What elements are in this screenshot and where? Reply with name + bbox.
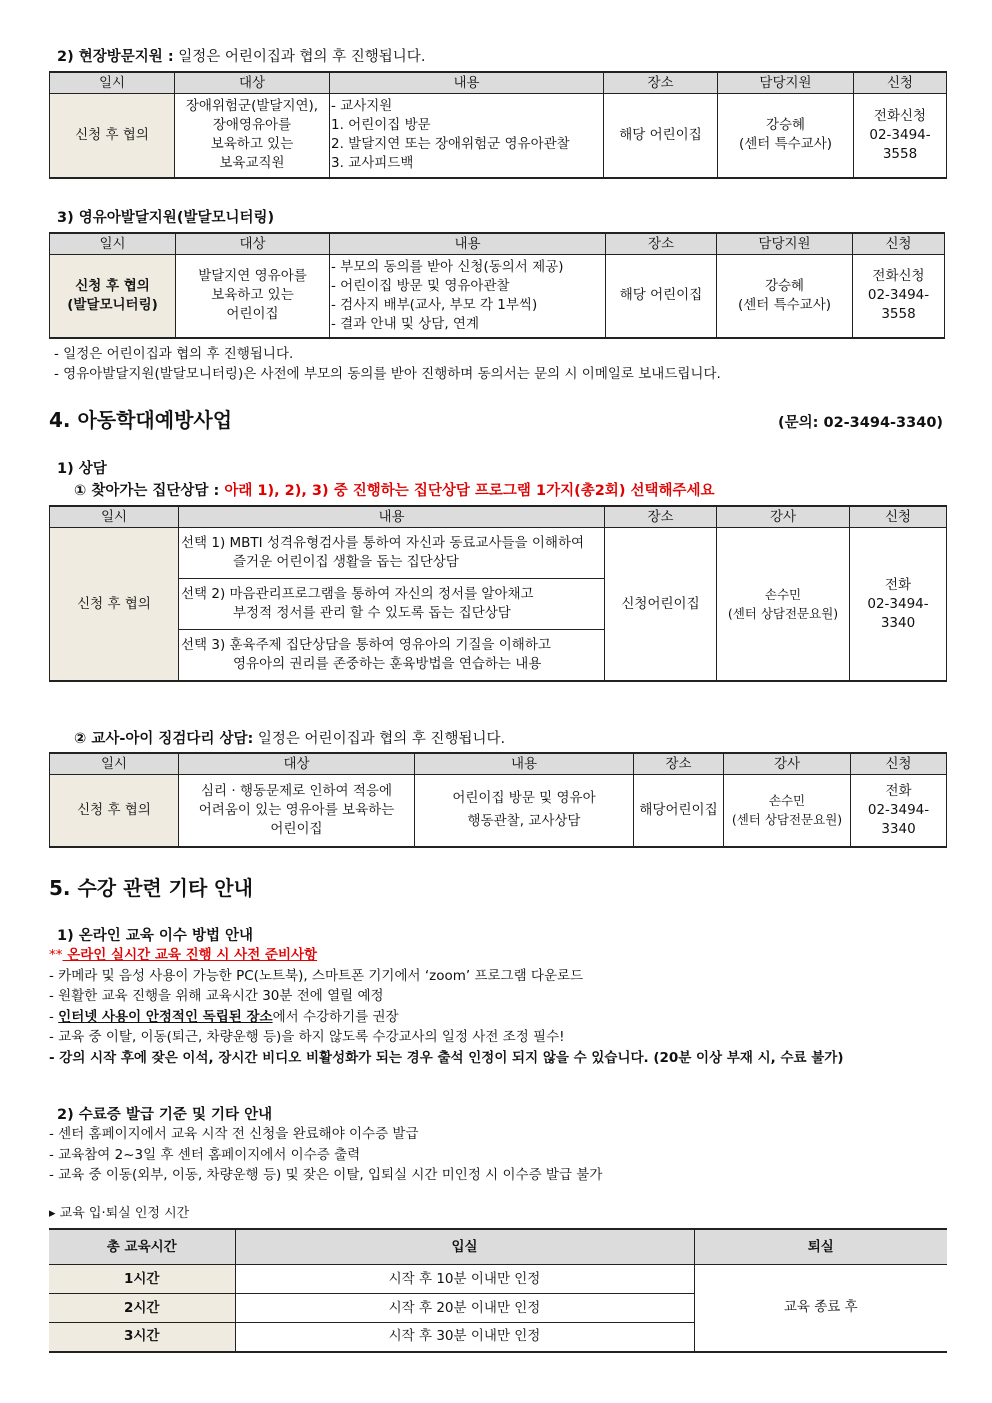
col-header: 장소: [606, 233, 717, 255]
when-cell: 신청 후 협의: [50, 94, 175, 178]
list-item: - 센터 홈페이지에서 교육 시작 전 신청을 완료해야 이수증 발급: [49, 1126, 419, 1142]
option-line: 즐거운 어린이집 생활을 돕는 집단상담: [233, 554, 459, 570]
option-1: [179, 528, 605, 579]
checkin-cell: 시작 후 10분 이내만 인정: [235, 1265, 694, 1294]
group-counsel-table: [49, 505, 947, 682]
note-line: - 영유아발달지원(발달모니터링)은 사전에 부모의 동의를 받아 진행하며 동의서는 문의 시 이메일로 보내드립니다.: [54, 366, 721, 382]
list-item: - 강의 시작 후에 잦은 이석, 장시간 비디오 비활성화가 되는 경우 출석 인정이 되지 않을 수 있습니다. (20분 이상 부재 시, 수료 불가): [49, 1049, 844, 1066]
place-cell: 신청어린이집: [605, 528, 717, 682]
apply-method: 전화신청: [873, 107, 927, 124]
col-header: 대상: [179, 753, 415, 775]
onsite-support-table: [49, 71, 947, 179]
bridge-counsel-title: ② 교사-아이 징검다리 상담:: [74, 731, 254, 747]
checkout-cell: 교육 종료 후: [694, 1265, 947, 1352]
online-guide-list: [49, 945, 946, 1068]
list-item: - 교육 중 이탈, 이동(퇴근, 차량운행 등)을 하지 않도록 수강교사의 일정 사전 조정 필수!: [49, 1029, 565, 1045]
hours-cell: 1시간: [49, 1265, 235, 1294]
content-line: - 어린이집 방문 및 영유아관찰: [331, 277, 510, 294]
s3-notes: [54, 344, 721, 384]
target-line: 보육하고 있는: [211, 287, 294, 304]
sec4-sub1: 1) 상담: [57, 461, 107, 477]
target-line: 장애영유아를: [212, 117, 292, 134]
content-cell: [330, 94, 604, 178]
col-header: 신청: [854, 72, 947, 94]
col-header: 신청: [850, 506, 947, 528]
col-header: 신청: [851, 753, 947, 775]
staff-cell: [717, 255, 853, 338]
list-item: - 원활한 교육 진행을 위해 교육시간 30분 전에 열릴 예정: [49, 988, 384, 1004]
apply-cell: [853, 255, 945, 338]
checkin-cell: 시작 후 20분 이내만 인정: [235, 1294, 694, 1323]
when-line: (발달모니터링): [67, 296, 158, 313]
when-line: 신청 후 협의: [75, 277, 150, 294]
content-line: - 교사지원: [331, 98, 393, 115]
certificate-list: [49, 1124, 602, 1186]
bridge-counsel-table: [49, 752, 947, 848]
apply-phone: 02-3494-3340: [867, 595, 929, 631]
group-counsel-heading: [74, 479, 715, 500]
target-line: 발달지연 영유아를: [198, 268, 307, 285]
col-header: 일시: [50, 753, 179, 775]
target-line: 심리 · 행동문제로 인하여 적응에: [201, 782, 392, 799]
target-line: 어린이집: [270, 820, 323, 837]
col-header: 내용: [179, 506, 605, 528]
apply-cell: [851, 775, 947, 847]
target-line: 어린이집: [226, 306, 279, 323]
option-3: [179, 630, 605, 682]
group-counsel-title: ① 찾아가는 집단상담 :: [74, 483, 220, 499]
col-header: 퇴실: [694, 1229, 947, 1265]
content-line: - 검사지 배부(교사, 부모 각 1부씩): [331, 296, 538, 313]
target-cell: [176, 255, 330, 338]
content-line: 2. 발달지연 또는 장애위험군 영유아관찰: [331, 136, 570, 153]
sec5-title: 5. 수강 관련 기타 안내: [49, 876, 253, 900]
item-prefix: -: [49, 1008, 59, 1025]
apply-method: 전화: [884, 576, 912, 593]
hours-cell: 2시간: [49, 1294, 235, 1323]
lecturer-role: (센터 상담전문요원): [731, 812, 843, 828]
col-header: 일시: [50, 72, 175, 94]
col-header: 장소: [604, 72, 718, 94]
attendance-table: [49, 1228, 947, 1353]
target-cell: [175, 94, 330, 178]
col-header: 장소: [634, 753, 724, 775]
col-header: 일시: [50, 506, 179, 528]
target-line: 보육하고 있는: [210, 136, 294, 153]
list-item: - 교육참여 2~3일 후 센터 홈페이지에서 이수증 출력: [49, 1146, 361, 1163]
s2-heading-note: 일정은 어린이집과 협의 후 진행됩니다.: [173, 49, 426, 65]
col-header: 대상: [176, 233, 330, 255]
sec4-contact: (문의: 02-3494-3340): [778, 415, 944, 431]
content-line: 어린이집 방문 및 영유아: [452, 790, 596, 807]
sec5-sub1: 1) 온라인 교육 이수 방법 안내: [57, 928, 254, 944]
bridge-counsel-note: 일정은 어린이집과 협의 후 진행됩니다.: [253, 731, 506, 747]
hours-cell: 3시간: [49, 1323, 235, 1352]
option-line: 선택 2) 마음관리프로그램을 통하여 자신의 정서를 알아채고: [181, 586, 534, 602]
s2-heading-label: 2) 현장방문지원 :: [57, 49, 174, 65]
col-header: 신청: [853, 233, 945, 255]
apply-cell: [850, 528, 947, 682]
item-emphasis: 인터넷 사용이 안정적인 독립된 장소: [58, 1008, 273, 1025]
prep-title: 온라인 실시간 교육 진행 시 사전 준비사항: [62, 947, 318, 963]
list-item: [49, 1007, 946, 1028]
option-line: 영유아의 권리를 존중하는 훈육방법을 연습하는 내용: [233, 656, 542, 672]
when-cell: 신청 후 협의: [50, 775, 179, 847]
col-header: 내용: [415, 753, 634, 775]
checkin-cell: 시작 후 30분 이내만 인정: [235, 1323, 694, 1352]
option-2: [179, 579, 605, 630]
place-cell: 해당어린이집: [634, 775, 724, 847]
prep-heading: [49, 945, 946, 966]
staff-role: (센터 특수교사): [737, 296, 832, 313]
apply-method: 전화신청: [872, 268, 925, 285]
content-cell: [330, 255, 606, 338]
lecturer-name: 손수민: [768, 793, 806, 809]
col-header: 내용: [330, 233, 606, 255]
lecturer-name: 손수민: [764, 587, 802, 602]
when-cell: 신청 후 협의: [50, 528, 179, 682]
option-line: 선택 3) 훈육주제 집단상담을 통하여 영유아의 기질을 이해하고: [181, 637, 551, 653]
when-cell: [50, 255, 176, 338]
content-line: - 결과 안내 및 상담, 연계: [331, 315, 479, 332]
prep-mark: **: [49, 947, 63, 963]
sec5-sub2: 2) 수료증 발급 기준 및 기타 안내: [57, 1107, 273, 1123]
staff-role: (센터 특수교사): [738, 136, 833, 153]
apply-cell: [854, 94, 947, 178]
col-header: 담당지원: [718, 72, 854, 94]
note-line: - 일정은 어린이집과 협의 후 진행됩니다.: [54, 346, 294, 362]
col-header: 담당지원: [717, 233, 853, 255]
item-suffix: 에서 수강하기를 권장: [272, 1008, 399, 1025]
apply-method: 전화: [885, 782, 912, 799]
col-header: 대상: [175, 72, 330, 94]
target-line: 보육교직원: [219, 155, 285, 172]
apply-phone: 02-3494-3340: [867, 801, 930, 837]
target-line: 어려움이 있는 영유아를 보육하는: [198, 801, 395, 818]
col-header: 총 교육시간: [49, 1229, 235, 1265]
sec4-title: 4. 아동학대예방사업: [49, 408, 233, 432]
s3-heading: 3) 영유아발달지원(발달모니터링): [57, 210, 275, 226]
apply-phone: 02-3494-3558: [867, 287, 930, 323]
col-header: 일시: [50, 233, 176, 255]
development-support-table: [49, 232, 945, 339]
col-header: 강사: [717, 506, 850, 528]
lecturer-role: (센터 상담전문요원): [727, 606, 839, 621]
target-line: 장애위험군(발달지연),: [185, 98, 319, 115]
attend-label: ▸ 교육 입·퇴실 인정 시간: [49, 1206, 190, 1221]
apply-phone: 02-3494-3558: [869, 126, 931, 162]
list-item: - 교육 중 이동(외부, 이동, 차량운행 등) 및 잦은 이탈, 입퇴실 시간 미인정 시 이수증 발급 불가: [49, 1167, 603, 1183]
content-line: 1. 어린이집 방문: [331, 117, 431, 134]
col-header: 내용: [330, 72, 604, 94]
staff-name: 강승혜: [764, 277, 805, 294]
staff-cell: [718, 94, 854, 178]
list-item: - 카메라 및 음성 사용이 가능한 PC(노트북), 스마트폰 기기에서 ‘zoom’ 프로그램 다운로드: [49, 967, 584, 984]
lecturer-cell: [717, 528, 850, 682]
content-cell: [415, 775, 634, 847]
col-header: 입실: [235, 1229, 694, 1265]
col-header: 강사: [724, 753, 851, 775]
col-header: 장소: [605, 506, 717, 528]
target-cell: [179, 775, 415, 847]
bridge-counsel-heading: [74, 727, 505, 748]
content-line: 3. 교사피드백: [331, 155, 414, 172]
option-line: 선택 1) MBTI 성격유형검사를 통하여 자신과 동료교사들을 이해하여: [181, 535, 585, 551]
content-line: - 부모의 동의를 받아 신청(동의서 제공): [331, 258, 564, 275]
staff-name: 강승혜: [765, 117, 806, 134]
s2-heading: [57, 45, 425, 66]
content-line: 행동관찰, 교사상담: [467, 813, 581, 830]
lecturer-cell: [724, 775, 851, 847]
option-line: 부정적 정서를 관리 할 수 있도록 돕는 집단상담: [233, 605, 511, 621]
place-cell: 해당 어린이집: [604, 94, 718, 178]
group-counsel-note: 아래 1), 2), 3) 중 진행하는 집단상담 프로그램 1가지(총2회) 선택해주세요: [219, 483, 715, 499]
place-cell: 해당 어린이집: [606, 255, 717, 338]
